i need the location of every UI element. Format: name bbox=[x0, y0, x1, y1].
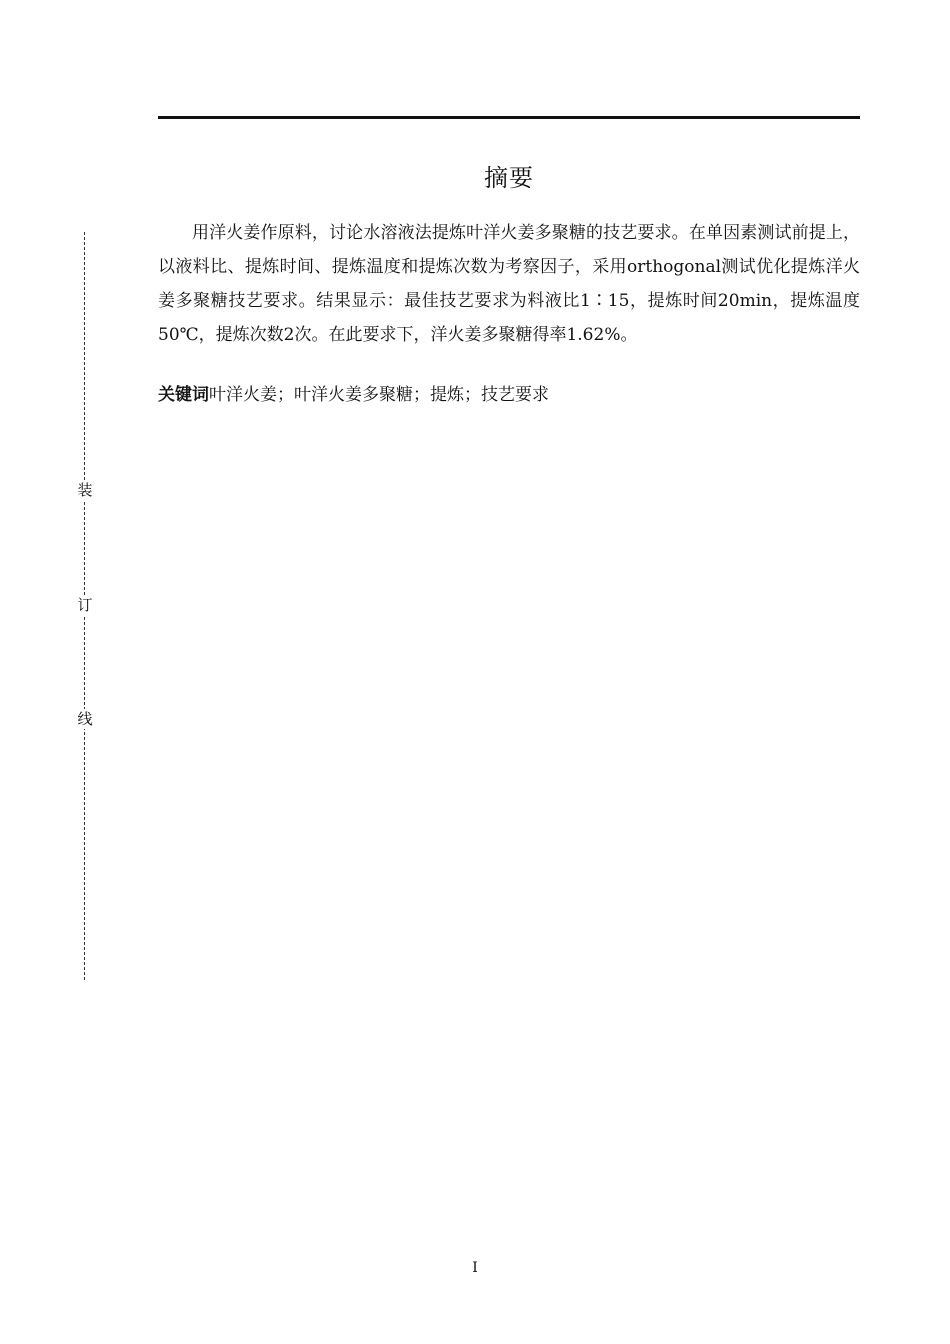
binding-mark-ding: 订 bbox=[77, 596, 93, 614]
header-rule bbox=[158, 116, 860, 119]
page-title: 摘要 bbox=[484, 164, 534, 192]
binding-mark-zhuang: 装 bbox=[77, 481, 93, 499]
abstract-paragraph: 用洋火姜作原料，讨论水溶液法提炼叶洋火姜多聚糖的技艺要求。在单因素测试前提上，以液料比、提炼时间、提炼温度和提炼次数为考察因子，采用orthogonal测试优化提炼洋火姜多聚糖技艺要求。结果显示：最佳技艺要求为料液比1∶15，提炼时间20min，提炼温度50℃，提炼次数2次。在此要求下，洋火姜多聚糖得率1.62%。 bbox=[158, 223, 860, 345]
keywords-line bbox=[158, 380, 860, 410]
binding-mark-xian: 线 bbox=[77, 710, 93, 728]
page-number: I bbox=[472, 1260, 478, 1276]
keywords-label: 关键词 bbox=[158, 385, 209, 405]
keywords-text: 叶洋火姜；叶洋火姜多聚糖；提炼；技艺要求 bbox=[209, 385, 549, 405]
